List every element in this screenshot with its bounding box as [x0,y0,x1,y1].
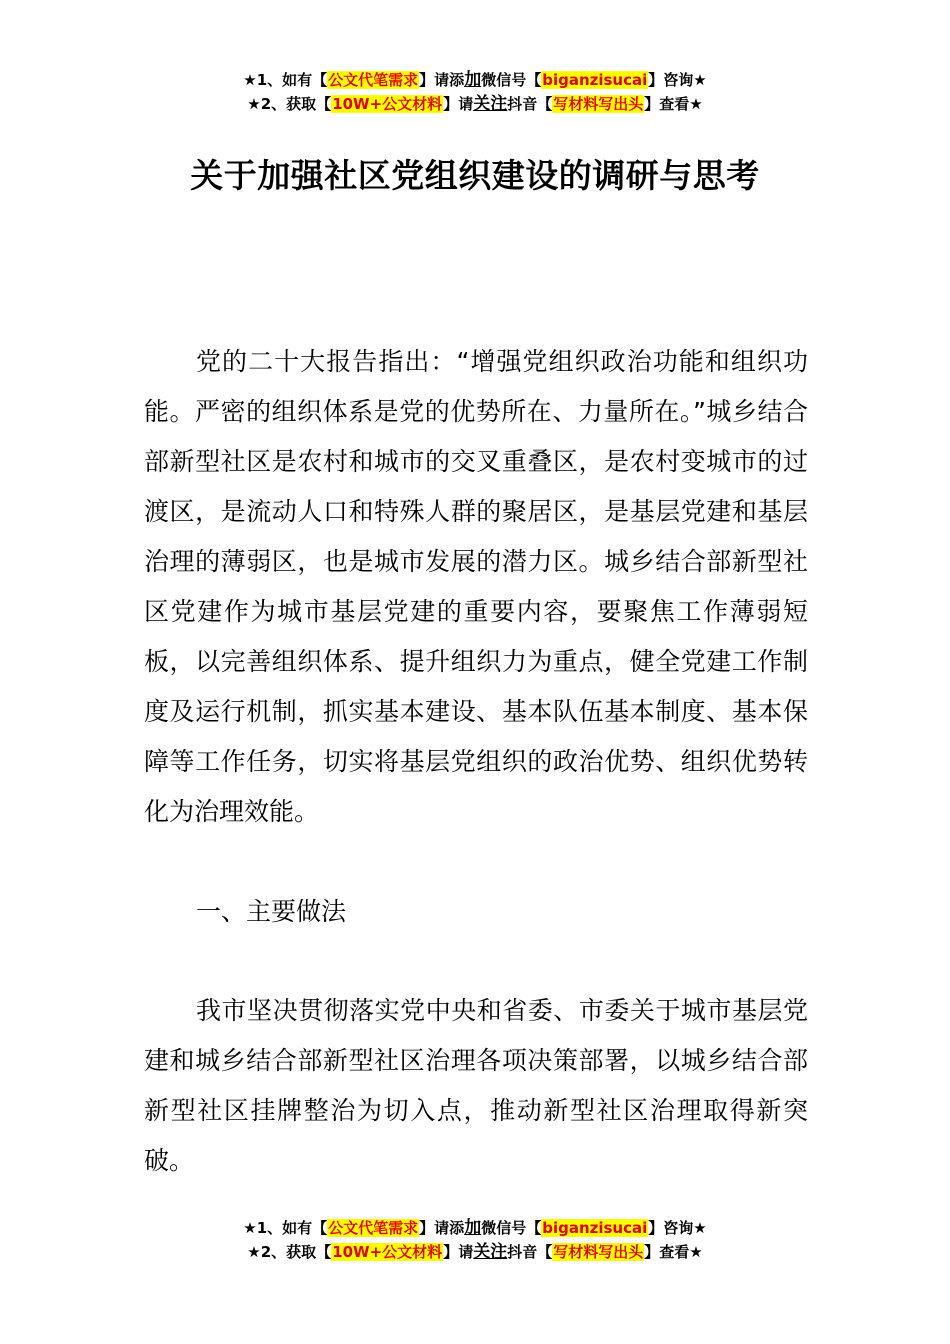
banner-underlined: 加 [464,70,482,90]
top-banner [0,68,950,116]
section-heading: 一、主要做法 [196,897,347,926]
banner-text: 】查看★ [644,1243,703,1261]
douyin-name: 写材料写出头 [553,1243,644,1261]
document-title: 关于加强社区党组织建设的调研与思考 [190,156,760,195]
banner-highlight: 10W+公文材料 [332,95,443,113]
banner-text: ★2、获取【 [247,95,332,113]
banner-highlight: 公文代笔需求 [328,71,419,89]
banner-underlined: 加 [464,1218,482,1238]
banner-text: 】咨询★ [648,71,707,89]
banner-text: 】查看★ [644,95,703,113]
banner-highlight: 10W+公文材料 [332,1243,443,1261]
bottom-banner [0,1216,950,1264]
banner-text: 微信号【 [481,71,542,89]
banner-line-1 [0,68,950,92]
banner-line-2 [0,92,950,116]
banner-text: 】请 [443,1243,474,1261]
wechat-id: biganzisucai [542,1219,648,1237]
banner-text: ★2、获取【 [247,1243,332,1261]
banner-text: 微信号【 [481,1219,542,1237]
banner-line-1 [0,1216,950,1240]
banner-text: ★1、如有【 [243,1219,328,1237]
banner-text: 】请 [443,95,474,113]
banner-text: 抖音【 [507,95,553,113]
banner-text: 抖音【 [507,1243,553,1261]
banner-text: 】请添 [419,1219,465,1237]
paragraph-intro: 党的二十大报告指出：“增强党组织政治功能和组织功能。严密的组织体系是党的优势所在、力量所在。”城乡结合部新型社区是农村和城市的交叉重叠区，是农村变城市的过渡区，是流动人口和特殊人群的聚居区，是基层党建和基层治理的薄弱区，也是城市发展的潜力区。城乡结合部新型社区党建作为城市基层党建的重要内容，要聚焦工作薄弱短板，以完善组织体系、提升组织力为重点，健全党建工作制度及运行机制，抓实基本建设、基本队伍基本制度、基本保障等工作任务，切实将基层党组织的政治优势、组织优势转化为治理效能。 [144,347,808,826]
banner-underlined: 关注 [473,94,508,114]
banner-highlight: 公文代笔需求 [328,1219,419,1237]
banner-text: ★1、如有【 [243,71,328,89]
banner-underlined: 关注 [473,1242,508,1262]
banner-line-2 [0,1240,950,1264]
banner-text: 】咨询★ [648,1219,707,1237]
douyin-name: 写材料写出头 [553,95,644,113]
paragraph-section-1: 我市坚决贯彻落实党中央和省委、市委关于城市基层党建和城乡结合部新型社区治理各项决策部署，以城乡结合部新型社区挂牌整治为切入点，推动新型社区治理取得新突破。 [144,996,808,1175]
wechat-id: biganzisucai [542,71,648,89]
banner-text: 】请添 [419,71,465,89]
